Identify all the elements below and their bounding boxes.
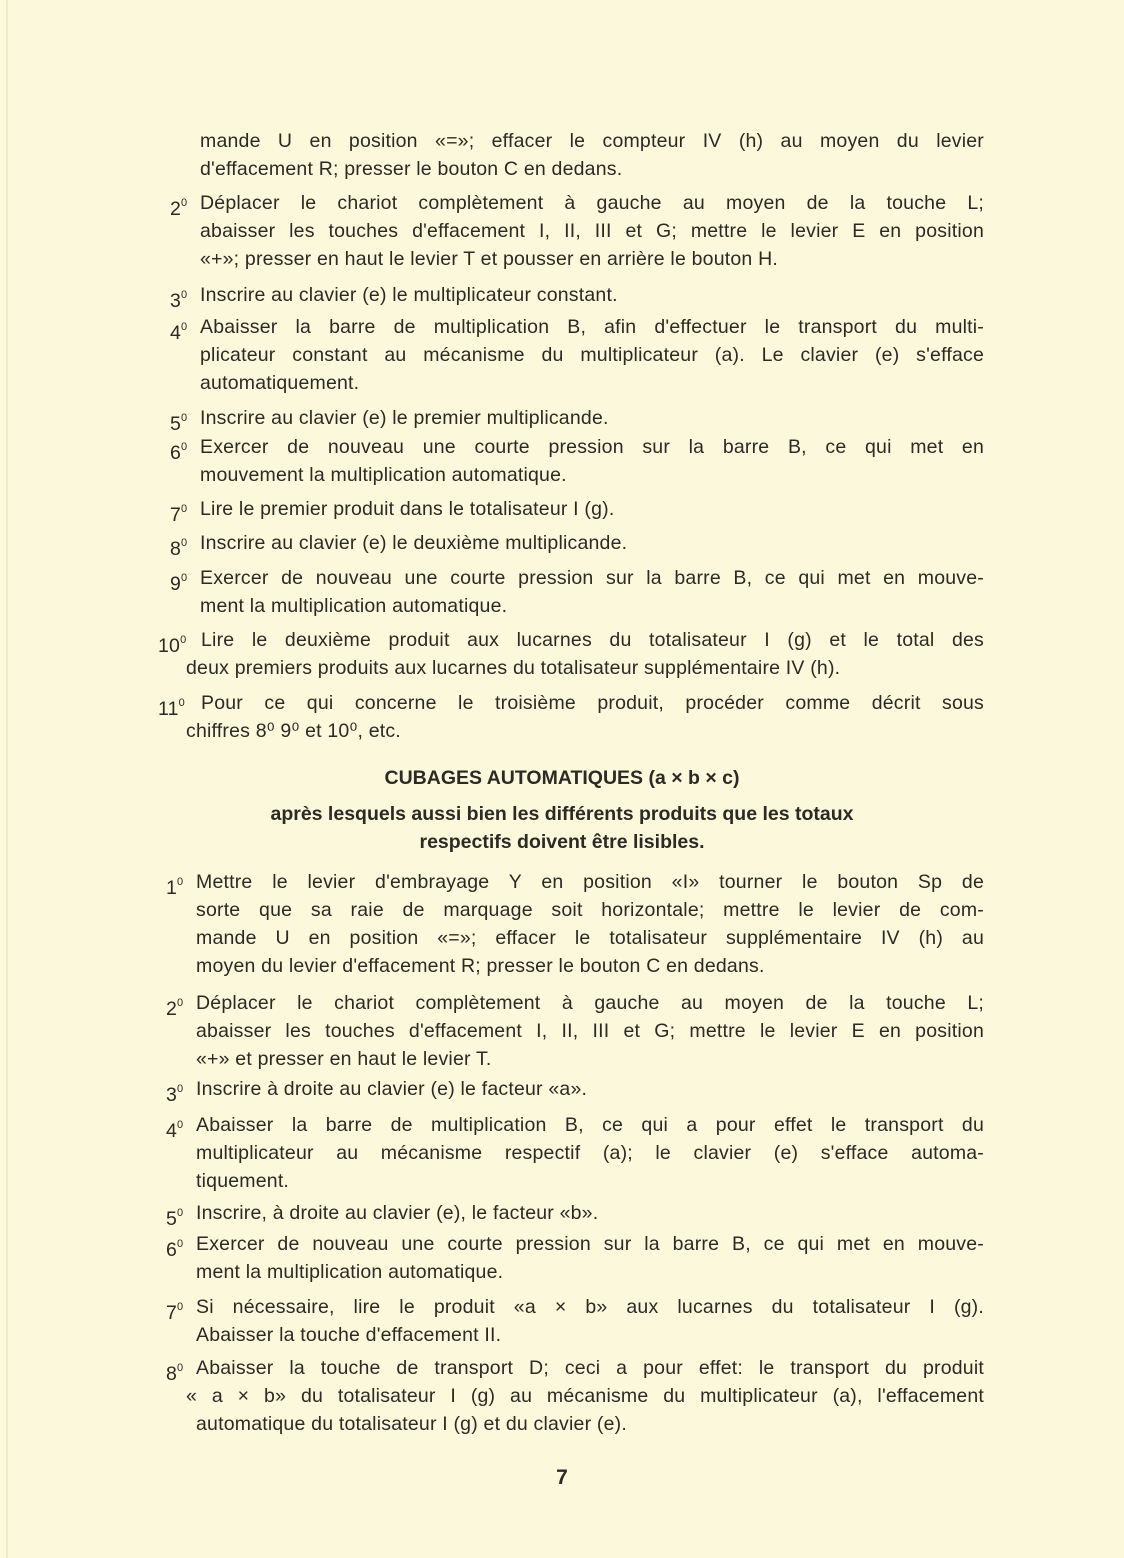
text-line: Lire le premier produit dans le totalisateur I (g). <box>200 498 615 520</box>
item-number <box>170 281 187 315</box>
text-line: mouvement la multiplication automatique. <box>200 464 567 486</box>
item-number-digit: 1 <box>166 877 178 899</box>
text-line: «+» et presser en haut le levier T. <box>196 1048 492 1070</box>
item-number <box>166 1354 183 1388</box>
text-line: Déplacer le chariot complètement à gauche au moyen de la touche L; <box>196 992 984 1014</box>
text-line: Inscrire au clavier (e) le multiplicateur constant. <box>200 284 618 306</box>
item-number-digit: 5 <box>170 413 182 435</box>
degree-mark: 0 <box>181 503 188 515</box>
text-line: ment la multiplication automatique. <box>200 595 508 617</box>
degree-mark: 0 <box>181 412 188 424</box>
item-number-digit: 3 <box>166 1084 178 1106</box>
item-number-digit: 3 <box>170 290 182 312</box>
text-line: Exercer de nouveau une courte pression sur la barre B, ce qui met en <box>200 436 984 458</box>
text-line: Mettre le levier d'embrayage Y en position «I» tourner le bouton Sp de <box>196 871 984 893</box>
item-number <box>170 433 187 467</box>
continued-paragraph <box>200 127 984 183</box>
text-line: sorte que sa raie de marquage soit horizontale; mettre le levier de com- <box>196 899 984 921</box>
text-line: Inscrire à droite au clavier (e) le facteur «a». <box>196 1078 588 1100</box>
item-number <box>166 1199 183 1233</box>
text-line: plicateur constant au mécanisme du multiplicateur (a). Le clavier (e) s'efface <box>200 344 984 366</box>
text-line: abaisser les touches d'effacement I, II, III et G; mettre le levier E en position <box>196 1020 984 1042</box>
degree-mark: 0 <box>177 1083 184 1095</box>
item-number-digit: 7 <box>166 1302 178 1324</box>
item-number <box>170 564 187 598</box>
item-number <box>158 689 185 723</box>
item-number <box>170 529 187 563</box>
degree-mark: 0 <box>181 441 188 453</box>
text-line: « a × b» du totalisateur I (g) au mécanisme du multiplicateur (a), l'effacement <box>186 1385 984 1407</box>
text-line: Abaisser la touche d'effacement II. <box>196 1324 502 1346</box>
item-number-digit: 2 <box>170 198 182 220</box>
item-number-digit: 8 <box>166 1363 178 1385</box>
text-line: mande U en position «=»; effacer le totalisateur supplémentaire IV (h) au <box>196 927 984 949</box>
text-line: «+»; presser en haut le levier T et pousser en arrière le bouton H. <box>200 248 778 270</box>
text-line: Abaisser la barre de multiplication B, ce qui a pour effet le transport du <box>196 1114 984 1136</box>
item-number <box>166 1075 183 1109</box>
text-line: multiplicateur au mécanisme respectif (a); le clavier (e) s'efface automa- <box>196 1142 984 1164</box>
item-number <box>166 989 183 1023</box>
text-line: deux premiers produits aux lucarnes du totalisateur supplémentaire IV (h). <box>186 657 841 679</box>
item-number-digit: 11 <box>158 698 179 720</box>
text-line: Inscrire au clavier (e) le deuxième multiplicande. <box>200 532 628 554</box>
text-line: Déplacer le chariot complètement à gauche au moyen de la touche L; <box>200 192 984 214</box>
text-line: Exercer de nouveau une courte pression sur la barre B, ce qui met en mouve- <box>196 1233 984 1255</box>
item-number <box>170 189 187 223</box>
degree-mark: 0 <box>181 289 188 301</box>
item-number-digit: 5 <box>166 1208 178 1230</box>
degree-mark: 0 <box>180 634 187 646</box>
item-number-digit: 4 <box>170 322 182 344</box>
text-line: Inscrire, à droite au clavier (e), le facteur «b». <box>196 1202 599 1224</box>
item-number <box>166 1111 183 1145</box>
text-line: Si nécessaire, lire le produit «a × b» aux lucarnes du totalisateur I (g). <box>196 1296 984 1318</box>
text-line: Lire le deuxième produit aux lucarnes du totalisateur I (g) et le total des <box>201 629 984 651</box>
text-line: Pour ce qui concerne le troisième produit, procéder comme décrit sous <box>201 692 984 714</box>
item-number-digit: 6 <box>166 1239 178 1261</box>
degree-mark: 0 <box>181 537 188 549</box>
degree-mark: 0 <box>177 997 184 1009</box>
degree-mark: 0 <box>181 572 188 584</box>
degree-mark: 0 <box>178 697 185 709</box>
section-subtitle-line: respectifs doivent être lisibles. <box>419 831 705 853</box>
text-line: tiquement. <box>196 1170 290 1192</box>
item-number <box>166 1230 183 1264</box>
item-number <box>170 313 187 347</box>
text-line: ment la multiplication automatique. <box>196 1261 504 1283</box>
degree-mark: 0 <box>177 1119 184 1131</box>
text-line: Exercer de nouveau une courte pression sur la barre B, ce qui met en mouve- <box>200 567 984 589</box>
text-line: Abaisser la touche de transport D; ceci a pour effet: le transport du produit <box>196 1357 984 1379</box>
item-number-digit: 2 <box>166 998 178 1020</box>
item-number <box>170 495 187 529</box>
degree-mark: 0 <box>181 321 188 333</box>
degree-mark: 0 <box>177 1207 184 1219</box>
section-heading: CUBAGES AUTOMATIQUES (a × b × c) <box>384 767 740 789</box>
degree-mark: 0 <box>177 1362 184 1374</box>
page-number: 7 <box>556 1466 568 1489</box>
item-number <box>158 626 186 660</box>
text-line: chiffres 8⁰ 9⁰ et 10⁰, etc. <box>186 720 401 742</box>
item-number-digit: 10 <box>158 635 181 657</box>
text-line: d'effacement R; presser le bouton C en dedans. <box>200 158 623 180</box>
text-line: abaisser les touches d'effacement I, II, III et G; mettre le levier E en position <box>200 220 984 242</box>
degree-mark: 0 <box>177 1238 184 1250</box>
text-line: automatiquement. <box>200 372 360 394</box>
item-number-digit: 8 <box>170 538 182 560</box>
text-line: Inscrire au clavier (e) le premier multiplicande. <box>200 407 609 429</box>
text-line: moyen du levier d'effacement R; presser le bouton C en dedans. <box>196 955 765 977</box>
text-line: mande U en position «=»; effacer le compteur IV (h) au moyen du levier <box>200 130 984 152</box>
item-number-digit: 7 <box>170 504 182 526</box>
degree-mark: 0 <box>177 1301 184 1313</box>
item-number <box>166 1293 183 1327</box>
text-line: Abaisser la barre de multiplication B, afin d'effectuer le transport du multi- <box>200 316 984 338</box>
section-subtitle-line: après lesquels aussi bien les différents produits que les totaux <box>270 803 854 825</box>
item-number-digit: 4 <box>166 1120 178 1142</box>
item-number-digit: 6 <box>170 442 182 464</box>
text-line: automatique du totalisateur I (g) et du clavier (e). <box>196 1413 627 1435</box>
item-number-digit: 9 <box>170 573 182 595</box>
degree-mark: 0 <box>177 876 184 888</box>
item-number <box>166 868 183 902</box>
degree-mark: 0 <box>181 197 188 209</box>
